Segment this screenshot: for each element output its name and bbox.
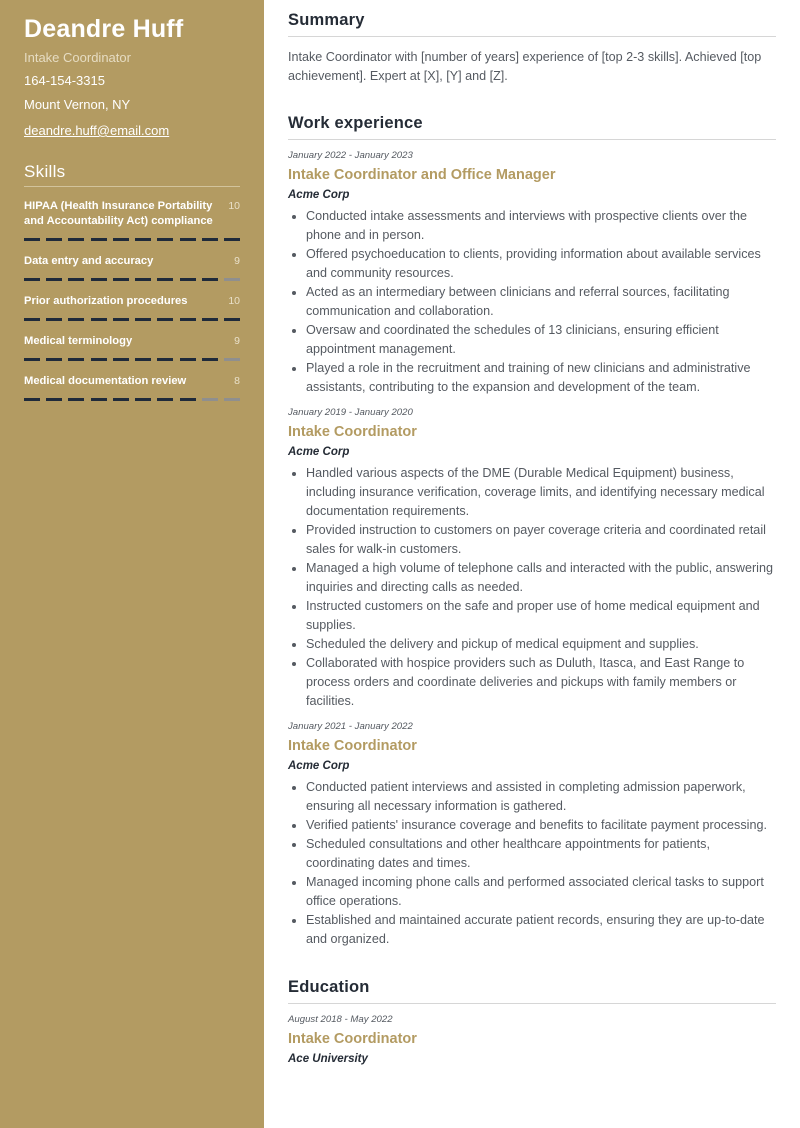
job-title: Intake Coordinator [288, 424, 417, 440]
skill-name: Medical documentation review [24, 375, 187, 387]
job-title: Intake Coordinator and Office Manager [288, 167, 556, 183]
education-list [288, 1014, 776, 1065]
skill-rating-segment [91, 238, 107, 241]
summary-text: Intake Coordinator with [number of years] experience of [top 2-3 skills]. Achieved [top achievement]. Expert at [X], [Y] and [Z]. [288, 50, 762, 83]
skill-rating-segment [68, 358, 84, 361]
job-bullet: • Managed a high volume of telephone calls and interacted with the public, answering inquiries and directing calls as needed. [306, 559, 776, 597]
skill-name: HIPAA (Health Insurance Portability and Accountability Act) compliance [24, 200, 213, 227]
skill-row [24, 334, 240, 349]
job-bullet: • Acted as an intermediary between clinicians and referral sources, facilitating communication and collaboration. [306, 283, 776, 321]
skill-rating-segment [224, 238, 240, 241]
job-bullets [288, 207, 776, 397]
skill-name: Medical terminology [24, 335, 133, 347]
skill-rating-segment [46, 358, 62, 361]
work-section [288, 103, 776, 949]
skill-rating-segment [24, 398, 40, 401]
skill-rating-segment [157, 398, 173, 401]
skill-level: 9 [234, 335, 240, 347]
job-bullet: • Managed incoming phone calls and performed associated clerical tasks to support office operations. [306, 873, 776, 911]
job-bullet: • Conducted intake assessments and interviews with prospective clients over the phone and in person. [306, 207, 776, 245]
skill-rating-segment [180, 398, 196, 401]
work-heading: Work experience [288, 103, 776, 140]
job-bullet: • Played a role in the recruitment and training of new clinicians and administrative assistants, contributing to the expansion and development of the team. [306, 359, 776, 397]
skill-row [24, 374, 240, 389]
skill-rating-segment [113, 398, 129, 401]
skill-rating-segment [91, 318, 107, 321]
location: Mount Vernon, NY [24, 97, 131, 112]
skill-rating-segment [24, 278, 40, 281]
skill-rating-segment [135, 238, 151, 241]
summary-section [288, 0, 776, 86]
skill-level: 10 [228, 200, 240, 212]
job-bullet: • Collaborated with hospice providers such as Duluth, Itasca, and East Range to process orders and coordinate deliveries and pickups with family members or facilities. [306, 654, 776, 711]
job-entry [288, 150, 776, 397]
skill-rating-segment [68, 398, 84, 401]
skill-rating-segment [135, 278, 151, 281]
skill-rating-segment [46, 398, 62, 401]
skill-rating-segment [224, 398, 240, 401]
phone-number: 164-154-3315 [24, 73, 105, 88]
skill-rating-segment [180, 278, 196, 281]
skill-rating-segment [202, 238, 218, 241]
skill-level: 9 [234, 255, 240, 267]
school-name: Ace University [288, 1053, 368, 1065]
person-title: Intake Coordinator [24, 50, 131, 65]
job-dates: January 2021 - January 2022 [288, 721, 413, 732]
main-content [288, 0, 776, 1065]
skill-level: 8 [234, 375, 240, 387]
skill-rating-segment [135, 318, 151, 321]
skill-rating-segment [91, 278, 107, 281]
sidebar [0, 0, 264, 1128]
email-link[interactable]: deandre.huff@email.com [24, 123, 170, 138]
job-bullet: • Scheduled consultations and other healthcare appointments for patients, coordinating dates and times. [306, 835, 776, 873]
skill-rating-segment [24, 358, 40, 361]
skill-rating-bar [24, 398, 240, 401]
skill-rating-segment [46, 318, 62, 321]
skill-rating-segment [46, 238, 62, 241]
skill-rating-segment [224, 358, 240, 361]
job-entry [288, 407, 776, 711]
job-bullet: • Instructed customers on the safe and proper use of home medical equipment and supplies. [306, 597, 776, 635]
skill-rating-segment [180, 238, 196, 241]
skill-rating-bar [24, 238, 240, 241]
summary-heading: Summary [288, 0, 776, 37]
skill-name: Prior authorization procedures [24, 295, 188, 307]
job-bullets [288, 464, 776, 711]
skill-item [24, 334, 240, 361]
job-bullet: • Provided instruction to customers on payer coverage criteria and coordinated retail sales for walk-in customers. [306, 521, 776, 559]
skill-rating-segment [224, 318, 240, 321]
skill-rating-segment [135, 358, 151, 361]
skill-rating-segment [68, 238, 84, 241]
skill-rating-segment [113, 358, 129, 361]
skill-rating-segment [202, 398, 218, 401]
job-bullet: • Verified patients' insurance coverage and benefits to facilitate payment processing. [306, 816, 776, 835]
person-name: Deandre Huff [24, 15, 184, 43]
skill-row [24, 199, 240, 229]
job-bullet: • Handled various aspects of the DME (Durable Medical Equipment) business, including insurance verification, coverage limits, and identifying necessary medical documentation requirements. [306, 464, 776, 521]
skill-rating-segment [224, 278, 240, 281]
skill-rating-segment [91, 358, 107, 361]
skill-row [24, 254, 240, 269]
skill-rating-segment [113, 238, 129, 241]
skill-row [24, 294, 240, 309]
skill-rating-segment [68, 318, 84, 321]
job-entry [288, 721, 776, 949]
skill-item [24, 294, 240, 321]
skill-rating-bar [24, 358, 240, 361]
company-name: Acme Corp [288, 189, 350, 201]
job-bullet: • Oversaw and coordinated the schedules of 13 clinicians, ensuring efficient appointment management. [306, 321, 776, 359]
job-bullet: • Offered psychoeducation to clients, providing information about available services and community resources. [306, 245, 776, 283]
job-bullet: • Conducted patient interviews and assisted in completing admission paperwork, ensuring all necessary information is gathered. [306, 778, 776, 816]
skill-rating-segment [202, 318, 218, 321]
skill-rating-bar [24, 318, 240, 321]
job-dates: January 2019 - January 2020 [288, 407, 413, 418]
skill-rating-segment [46, 278, 62, 281]
skill-rating-segment [180, 358, 196, 361]
skill-item [24, 254, 240, 281]
skill-level: 10 [228, 295, 240, 307]
education-entry [288, 1014, 776, 1065]
company-name: Acme Corp [288, 446, 350, 458]
education-section [288, 967, 776, 1065]
job-bullet: • Established and maintained accurate patient records, ensuring they are up-to-date and organized. [306, 911, 776, 949]
skill-rating-bar [24, 278, 240, 281]
skill-name: Data entry and accuracy [24, 255, 154, 267]
skill-rating-segment [113, 318, 129, 321]
education-dates: August 2018 - May 2022 [288, 1014, 393, 1025]
degree-title: Intake Coordinator [288, 1031, 417, 1047]
skill-rating-segment [157, 278, 173, 281]
skill-rating-segment [68, 278, 84, 281]
job-dates: January 2022 - January 2023 [288, 150, 413, 161]
skill-item [24, 199, 240, 241]
skill-rating-segment [24, 318, 40, 321]
job-bullets [288, 778, 776, 949]
skills-heading: Skills [24, 162, 240, 187]
skill-item [24, 374, 240, 401]
skill-rating-segment [91, 398, 107, 401]
job-bullet: • Scheduled the delivery and pickup of medical equipment and supplies. [306, 635, 776, 654]
skill-rating-segment [157, 358, 173, 361]
skill-rating-segment [157, 318, 173, 321]
job-title: Intake Coordinator [288, 738, 417, 754]
skill-rating-segment [180, 318, 196, 321]
jobs-list [288, 150, 776, 949]
skill-rating-segment [202, 358, 218, 361]
education-heading: Education [288, 967, 776, 1004]
skill-rating-segment [113, 278, 129, 281]
skill-rating-segment [202, 278, 218, 281]
company-name: Acme Corp [288, 760, 350, 772]
skill-rating-segment [24, 238, 40, 241]
skill-rating-segment [135, 398, 151, 401]
skill-rating-segment [157, 238, 173, 241]
skills-list [24, 199, 240, 401]
